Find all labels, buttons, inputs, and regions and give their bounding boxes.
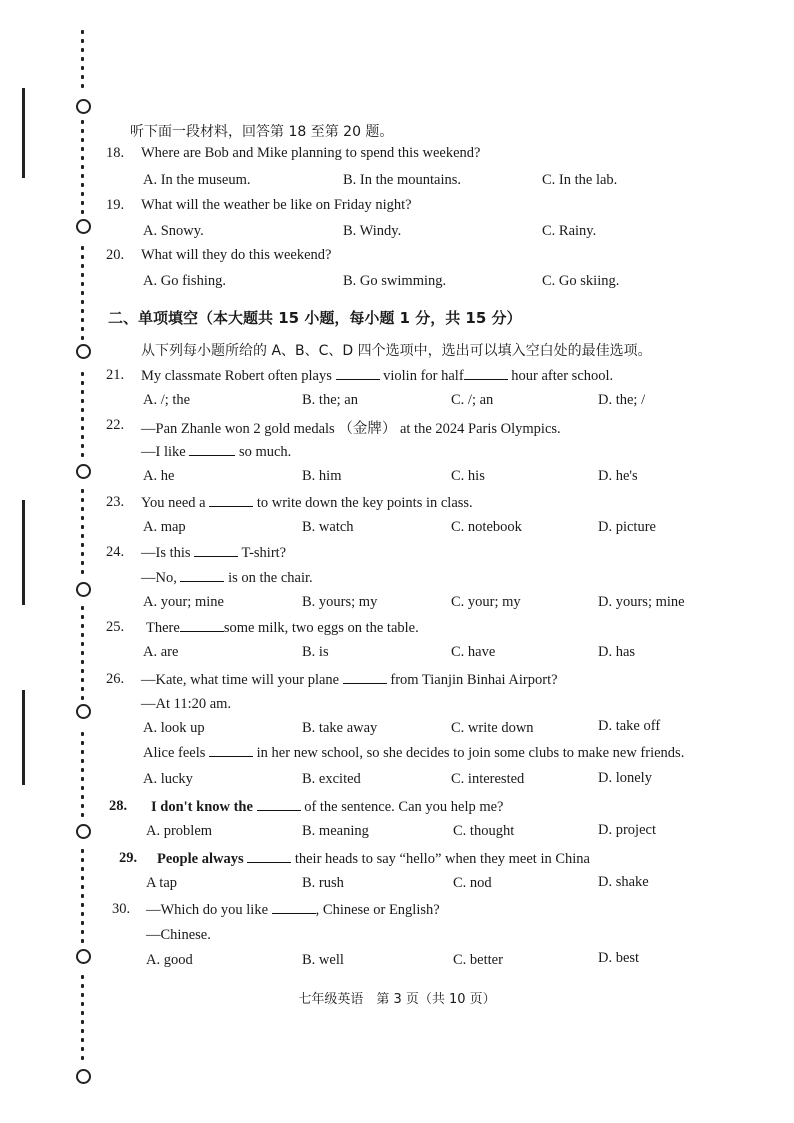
- binding-dot: [81, 408, 84, 412]
- q21-option-b[interactable]: B. the; an: [302, 392, 358, 408]
- q21-stem-part2: violin for half: [383, 368, 464, 384]
- q20-number: 20.: [106, 247, 125, 263]
- q23-option-b[interactable]: B. watch: [302, 519, 354, 535]
- binding-dot: [81, 57, 84, 61]
- binding-dot: [81, 174, 84, 178]
- q29-number: 29.: [119, 850, 138, 866]
- answer-blank: [180, 619, 224, 632]
- q27-option-d[interactable]: D. lonely: [598, 770, 652, 786]
- binding-dot: [81, 768, 84, 772]
- binding-dot: [81, 678, 84, 682]
- q23-number: 23.: [106, 494, 125, 510]
- binding-dot: [81, 561, 84, 565]
- q20-option-a[interactable]: A. Go fishing.: [143, 273, 226, 289]
- binding-dot: [81, 921, 84, 925]
- binding-dot: [81, 1056, 84, 1060]
- q23-option-c[interactable]: C. notebook: [451, 519, 522, 535]
- binding-dot: [81, 183, 84, 187]
- binding-dot: [81, 795, 84, 799]
- q25-option-a[interactable]: A. are: [143, 644, 179, 660]
- q21-stem-part1: My classmate Robert often plays: [141, 368, 332, 384]
- binding-dot: [81, 201, 84, 205]
- binding-dot: [81, 435, 84, 439]
- binding-dot: [81, 885, 84, 889]
- q22-option-a[interactable]: A. he: [143, 468, 175, 484]
- answer-blank: [464, 367, 508, 380]
- q30-line1-part2: , Chinese or English?: [315, 902, 440, 918]
- q23-option-d[interactable]: D. picture: [598, 519, 656, 535]
- answer-blank: [209, 494, 253, 507]
- binding-dot: [81, 669, 84, 673]
- q27-stem-part1: Alice feels: [143, 745, 206, 761]
- binding-ring-icon: [76, 704, 91, 719]
- binding-dot: [81, 534, 84, 538]
- binding-dot: [81, 543, 84, 547]
- q30-option-a[interactable]: A. good: [146, 952, 193, 968]
- binding-dot: [81, 453, 84, 457]
- binding-dot: [81, 525, 84, 529]
- q25-stem: [146, 619, 419, 637]
- binding-dot: [81, 1029, 84, 1033]
- q29-stem-part1: People always: [157, 851, 244, 867]
- binding-dot: [81, 741, 84, 745]
- binding-dot: [81, 129, 84, 133]
- binding-dot: [81, 894, 84, 898]
- binding-dot: [81, 66, 84, 70]
- q19-stem: What will the weather be like on Friday night?: [141, 197, 412, 213]
- page-footer: 七年级英语 第 3 页（共 10 页）: [298, 992, 496, 1007]
- binding-dot: [81, 912, 84, 916]
- binding-dot: [81, 165, 84, 169]
- binding-dot: [81, 147, 84, 151]
- q26-line1-part1: —Kate, what time will your plane: [141, 672, 340, 688]
- binding-ring-icon: [76, 344, 91, 359]
- binding-dot: [81, 1038, 84, 1042]
- q22-option-b[interactable]: B. him: [302, 468, 342, 484]
- q22-line2-part2: so much.: [238, 444, 292, 460]
- binding-dot: [81, 696, 84, 700]
- binding-dot: [81, 192, 84, 196]
- binding-dot: [81, 417, 84, 421]
- binding-dot: [81, 660, 84, 664]
- q27-option-b[interactable]: B. excited: [302, 771, 361, 787]
- binding-dot: [81, 858, 84, 862]
- q23-stem-part1: You need a: [141, 495, 206, 511]
- binding-dot: [81, 39, 84, 43]
- binding-dot: [81, 264, 84, 268]
- q26-option-c[interactable]: C. write down: [451, 720, 534, 736]
- q29-option-b[interactable]: B. rush: [302, 875, 344, 891]
- q21-option-d[interactable]: D. the; /: [598, 392, 646, 408]
- q24-option-a[interactable]: A. your; mine: [143, 594, 224, 610]
- q21-option-c[interactable]: C. /; an: [451, 392, 494, 408]
- binding-dot: [81, 30, 84, 34]
- binding-ring-icon: [76, 464, 91, 479]
- q25-option-d[interactable]: D. has: [598, 644, 636, 660]
- q18-option-b[interactable]: B. In the mountains.: [343, 172, 462, 188]
- q21-stem-part3: hour after school.: [511, 368, 614, 384]
- q23-stem-part2: to write down the key points in class.: [256, 495, 473, 511]
- binding-dot: [81, 849, 84, 853]
- q28-option-d[interactable]: D. project: [598, 822, 656, 838]
- answer-blank: [180, 569, 224, 582]
- q23-option-a[interactable]: A. map: [143, 519, 186, 535]
- binding-dot: [81, 327, 84, 331]
- answer-blank: [247, 850, 291, 863]
- answer-blank: [189, 443, 235, 456]
- binding-dot: [81, 1011, 84, 1015]
- binding-dot: [81, 1047, 84, 1051]
- q24-line2-part1: —No,: [141, 570, 177, 586]
- binding-dot: [81, 777, 84, 781]
- binding-dot: [81, 381, 84, 385]
- q26-line1: [141, 671, 558, 689]
- q18-number: 18.: [106, 145, 125, 161]
- binding-dot: [81, 372, 84, 376]
- binding-dot: [81, 813, 84, 817]
- q26-option-b[interactable]: B. take away: [302, 720, 378, 736]
- q22-line2-part1: —I like: [141, 444, 186, 460]
- binding-dot: [81, 1020, 84, 1024]
- q22-number: 22.: [106, 417, 125, 433]
- q23-stem: [141, 494, 473, 512]
- q25-option-b[interactable]: B. is: [302, 644, 329, 660]
- q28-option-a[interactable]: A. problem: [146, 823, 213, 839]
- binding-dot: [81, 48, 84, 52]
- binding-dot: [81, 255, 84, 259]
- answer-blank: [343, 671, 387, 684]
- q27-option-a[interactable]: A. lucky: [143, 771, 193, 787]
- answer-blank: [194, 544, 238, 557]
- binding-dot: [81, 498, 84, 502]
- q24-line1: [141, 544, 286, 562]
- binding-dot: [81, 687, 84, 691]
- q30-line1-part1: —Which do you like: [146, 902, 269, 918]
- q28-option-c[interactable]: C. thought: [453, 823, 515, 839]
- q24-option-c[interactable]: C. your; my: [451, 594, 521, 610]
- binding-dot: [81, 633, 84, 637]
- q30-line2: —Chinese.: [146, 927, 211, 943]
- q20-option-c[interactable]: C. Go skiing.: [542, 273, 620, 289]
- q27-stem-part2: in her new school, so she decides to join some clubs to make new friends.: [256, 745, 685, 761]
- q29-option-d[interactable]: D. shake: [598, 874, 649, 890]
- q22-option-d[interactable]: D. he's: [598, 468, 638, 484]
- answer-blank: [336, 367, 380, 380]
- q26-number: 26.: [106, 671, 125, 687]
- q25-stem-part2: some milk, two eggs on the table.: [223, 620, 419, 636]
- binding-line: [80, 30, 88, 1090]
- binding-ring-icon: [76, 219, 91, 234]
- q30-line1: [146, 901, 440, 919]
- q20-option-b[interactable]: B. Go swimming.: [343, 273, 447, 289]
- binding-dot: [81, 210, 84, 214]
- q21-stem: [141, 367, 613, 385]
- q25-option-c[interactable]: C. have: [451, 644, 496, 660]
- q29-stem: [157, 850, 590, 868]
- q22-line2: [141, 443, 291, 461]
- q19-number: 19.: [106, 197, 125, 213]
- binding-dot: [81, 426, 84, 430]
- q24-line1-part2: T-shirt?: [241, 545, 287, 561]
- q28-stem-part1: I don't know the: [151, 799, 253, 815]
- answer-blank: [272, 901, 316, 914]
- binding-ring-icon: [76, 582, 91, 597]
- binding-dot: [81, 552, 84, 556]
- q24-option-b[interactable]: B. yours; my: [302, 594, 378, 610]
- q28-stem-part2: of the sentence. Can you help me?: [304, 799, 504, 815]
- binding-dot: [81, 939, 84, 943]
- binding-dot: [81, 867, 84, 871]
- binding-dot: [81, 804, 84, 808]
- q26-line1-part2: from Tianjin Binhai Airport?: [390, 672, 558, 688]
- binding-dot: [81, 399, 84, 403]
- binding-dot: [81, 615, 84, 619]
- listening-intro: 听下面一段材料，回答第 18 至第 20 题。: [130, 124, 394, 140]
- section-two-instruction: 从下列每小题所给的 A、B、C、D 四个选项中，选出可以填入空白处的最佳选项。: [141, 343, 652, 359]
- binding-dot: [81, 516, 84, 520]
- binding-dot: [81, 75, 84, 79]
- q26-option-d[interactable]: D. take off: [598, 718, 661, 734]
- side-bar-middle: [22, 500, 25, 605]
- binding-ring-icon: [76, 949, 91, 964]
- section-two-title: 二、单项填空（本大题共 15 小题，每小题 1 分，共 15 分）: [108, 309, 522, 327]
- binding-dot: [81, 570, 84, 574]
- q28-stem: [151, 798, 504, 816]
- q22-option-c[interactable]: C. his: [451, 468, 485, 484]
- q25-number: 25.: [106, 619, 125, 635]
- q20-stem: What will they do this weekend?: [141, 247, 332, 263]
- q19-option-a[interactable]: A. Snowy.: [143, 223, 204, 239]
- binding-dot: [81, 624, 84, 628]
- q24-number: 24.: [106, 544, 125, 560]
- q27-stem: [143, 744, 684, 762]
- binding-dot: [81, 138, 84, 142]
- q19-option-b[interactable]: B. Windy.: [343, 223, 402, 239]
- q21-option-a[interactable]: A. /; the: [143, 392, 191, 408]
- binding-dot: [81, 489, 84, 493]
- binding-dot: [81, 975, 84, 979]
- side-bar-top: [22, 88, 25, 178]
- q21-number: 21.: [106, 367, 125, 383]
- binding-dot: [81, 300, 84, 304]
- q30-number: 30.: [112, 901, 131, 917]
- binding-dot: [81, 282, 84, 286]
- binding-dot: [81, 732, 84, 736]
- q18-stem: Where are Bob and Mike planning to spend this weekend?: [141, 145, 481, 161]
- binding-dot: [81, 120, 84, 124]
- binding-dot: [81, 876, 84, 880]
- q26-line2: —At 11:20 am.: [141, 696, 232, 712]
- answer-blank: [257, 798, 301, 811]
- binding-dot: [81, 309, 84, 313]
- q24-line1-part1: —Is this: [141, 545, 191, 561]
- q30-option-c[interactable]: C. better: [453, 952, 503, 968]
- q24-option-d[interactable]: D. yours; mine: [598, 594, 685, 610]
- binding-dot: [81, 444, 84, 448]
- side-bar-bottom: [22, 690, 25, 785]
- binding-dot: [81, 273, 84, 277]
- binding-dot: [81, 246, 84, 250]
- q25-stem-part1: There: [146, 620, 180, 636]
- binding-ring-icon: [76, 1069, 91, 1084]
- binding-dot: [81, 759, 84, 763]
- q27-option-c[interactable]: C. interested: [451, 771, 525, 787]
- binding-dot: [81, 507, 84, 511]
- q22-line1: —Pan Zhanle won 2 gold medals （金牌） at the 2024 Paris Olympics.: [141, 421, 561, 437]
- q24-line2-part2: is on the chair.: [228, 570, 313, 586]
- q18-option-a[interactable]: A. In the museum.: [143, 172, 251, 188]
- q19-option-c[interactable]: C. Rainy.: [542, 223, 597, 239]
- binding-dot: [81, 750, 84, 754]
- q28-number: 28.: [109, 798, 128, 814]
- q26-option-a[interactable]: A. look up: [143, 720, 205, 736]
- binding-ring-icon: [76, 99, 91, 114]
- q28-option-b[interactable]: B. meaning: [302, 823, 369, 839]
- binding-dot: [81, 318, 84, 322]
- q30-option-d[interactable]: D. best: [598, 950, 640, 966]
- q24-line2: [141, 569, 313, 587]
- binding-dot: [81, 930, 84, 934]
- q30-option-b[interactable]: B. well: [302, 952, 344, 968]
- binding-ring-icon: [76, 824, 91, 839]
- binding-dot: [81, 606, 84, 610]
- binding-dot: [81, 786, 84, 790]
- q29-stem-part2: their heads to say “hello” when they meet in China: [294, 851, 590, 867]
- q29-option-a[interactable]: A tap: [146, 875, 178, 891]
- answer-blank: [209, 744, 253, 757]
- q18-option-c[interactable]: C. In the lab.: [542, 172, 618, 188]
- binding-dot: [81, 336, 84, 340]
- binding-dot: [81, 390, 84, 394]
- binding-dot: [81, 291, 84, 295]
- binding-dot: [81, 651, 84, 655]
- binding-dot: [81, 903, 84, 907]
- binding-dot: [81, 84, 84, 88]
- binding-dot: [81, 642, 84, 646]
- q29-option-c[interactable]: C. nod: [453, 875, 492, 891]
- binding-dot: [81, 156, 84, 160]
